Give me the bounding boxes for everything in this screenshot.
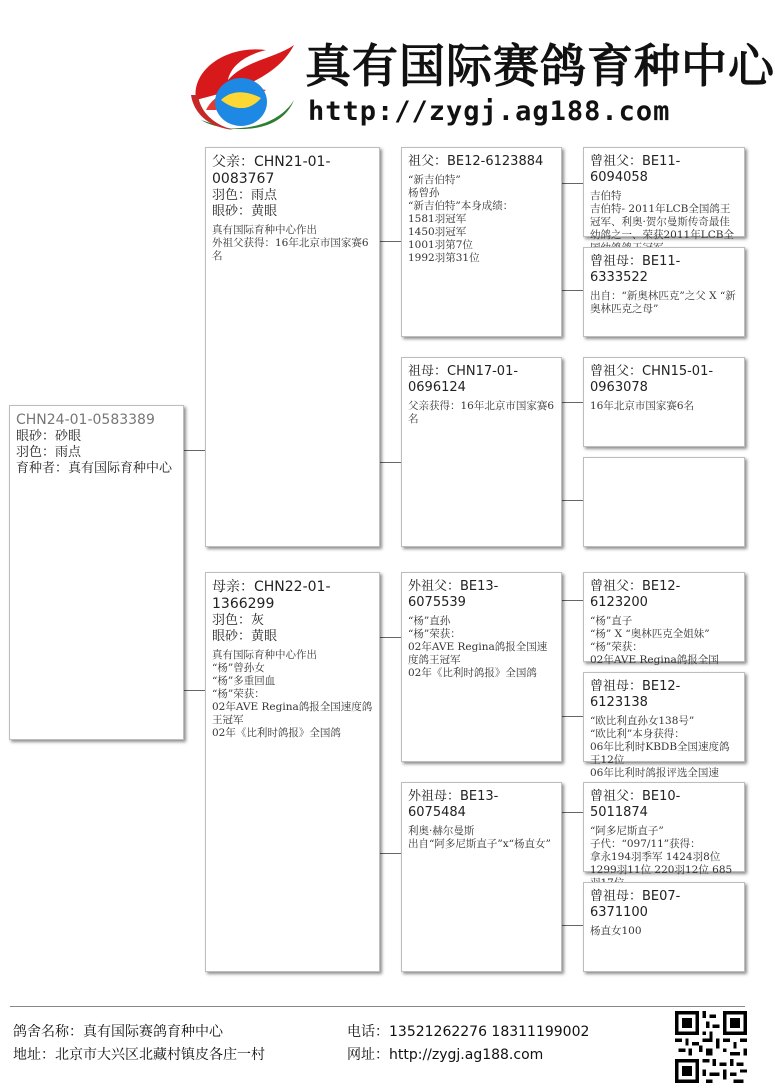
great-grandparent-card: [583, 672, 745, 779]
brand-title: 真有国际赛鸽育种中心: [305, 39, 775, 93]
great-grandparent-note: “欧比利直孙女138号” “欧比利”本身获得： 06年比利时KBDB全国速度鸽王12位 06年比利时鸽报评选全国速: [590, 715, 730, 779]
paternal-grandsire-note: “新吉伯特” 杨曾孙 “新吉伯特”本身成绩： 1581羽冠军 1450羽冠军 1001羽第7位 1992羽第31位: [408, 174, 514, 264]
maternal-granddam-ring: 外祖母：BE13-6075484: [408, 789, 499, 820]
great-grandparent-ring: 曾祖母：BE12-6123138: [590, 679, 681, 710]
great-grandparent-ring: 曾祖父：CHN15-01-0963078: [590, 364, 714, 395]
paternal-granddam-card: [401, 357, 562, 547]
paternal-grandsire-ring: 祖父：BE12-6123884: [408, 154, 544, 169]
great-grandparent-ring: 曾祖父：BE12-6123200: [590, 579, 681, 610]
great-grandparent-note: “阿多尼斯直子” 子代：“097/11”获得： 拿永194羽季军 1424羽8位 1299羽11位 220羽12位 685: [590, 825, 733, 876]
paternal-grandsire-card: [401, 147, 562, 337]
subject-eye: 眼砂：砂眼: [16, 429, 82, 444]
footer-divider: [10, 1006, 745, 1007]
great-grandparent-card: [583, 147, 745, 241]
great-grandparent-note: 杨直女100: [590, 925, 642, 937]
maternal-granddam-card: [401, 782, 562, 972]
great-grandparent-card: [583, 782, 745, 876]
sire-ring: 父亲：CHN21-01-0083767: [212, 154, 331, 187]
footer-phone: 电话：13521262276 18311199002: [347, 1024, 590, 1040]
sire-card: [205, 147, 380, 547]
great-grandparent-ring: 曾祖母：BE07-6371100: [590, 889, 681, 920]
great-grandparent-note: 吉伯特 吉伯特- 2011年LCB全国鸽王冠军、利奥·贺尔曼斯传奇最佳幼鸽之一、荣获2011年LCB全: [590, 190, 734, 241]
great-grandparent-card: [583, 572, 745, 666]
sire-color: 羽色：雨点: [212, 188, 278, 203]
qr-code-icon: [675, 1011, 747, 1083]
dam-ring: 母亲：CHN22-01-1366299: [212, 579, 331, 612]
subject-color: 羽色：雨点: [16, 445, 82, 460]
great-grandparent-ring: 曾祖父：BE10-5011874: [590, 789, 681, 820]
phoenix-logo-icon: [186, 40, 298, 132]
brand-url: http://zygj.ag188.com: [308, 96, 671, 127]
maternal-granddam-note: 利奥·赫尔曼斯 出自“阿多尼斯直子”x“杨直女”: [408, 825, 551, 850]
maternal-grandsire-note: “杨”直孙 “杨”荣获： 02年AVE Regina鸽报全国速度鸽王冠军 02年《比利时鸽报》全国鸽: [408, 615, 548, 679]
dam-eye: 眼砂：黄眼: [212, 629, 278, 644]
great-grandparent-note: 出自：“新奥林匹克”之父 X “新奥林匹克之母”: [590, 290, 736, 315]
sire-note: 真有国际育种中心作出 外祖父获得：16年北京市国家赛6名: [212, 224, 369, 262]
sire-eye: 眼砂：黄眼: [212, 204, 278, 219]
great-grandparent-note: “杨”直子 “杨” X “奥林匹克全姐妹” “杨”荣获： 02年AVE Regina鸽报全国: [590, 615, 719, 666]
subject-card: [9, 405, 184, 740]
dam-card: [205, 572, 380, 972]
subject-breeder: 育种者：真有国际育种中心: [16, 461, 173, 476]
footer-address: 地址：北京市大兴区北藏村镇皮各庄一村: [13, 1047, 265, 1063]
maternal-grandsire-card: [401, 572, 562, 762]
great-grandparent-card: [583, 357, 745, 447]
paternal-granddam-note: 父亲获得：16年北京市国家赛6名: [408, 400, 555, 425]
great-grandparent-ring: 曾祖母：BE11-6333522: [590, 254, 681, 285]
dam-color: 羽色：灰: [212, 613, 265, 628]
footer-website: 网址：http://zygj.ag188.com: [347, 1047, 544, 1063]
dam-note: 真有国际育种中心作出 “杨”曾孙女 “杨”多重回血 “杨”荣获： 02年AVE Regina鸽报全国速度鸽王冠军 02年《比利时鸽报》全国鸽: [212, 649, 373, 739]
great-grandparent-card: [583, 882, 745, 972]
great-grandparent-ring: 曾祖父：BE11-6094058: [590, 154, 681, 185]
subject-ring: CHN24-01-0583389: [16, 412, 155, 428]
great-grandparent-card: [583, 247, 745, 337]
great-grandparent-card-empty: [583, 457, 745, 547]
paternal-granddam-ring: 祖母：CHN17-01-0696124: [408, 364, 519, 395]
maternal-grandsire-ring: 外祖父：BE13-6075539: [408, 579, 499, 610]
footer-loft-name: 鸽舍名称：真有国际赛鸽育种中心: [13, 1024, 223, 1040]
great-grandparent-note: 16年北京市国家赛6名: [590, 400, 695, 412]
